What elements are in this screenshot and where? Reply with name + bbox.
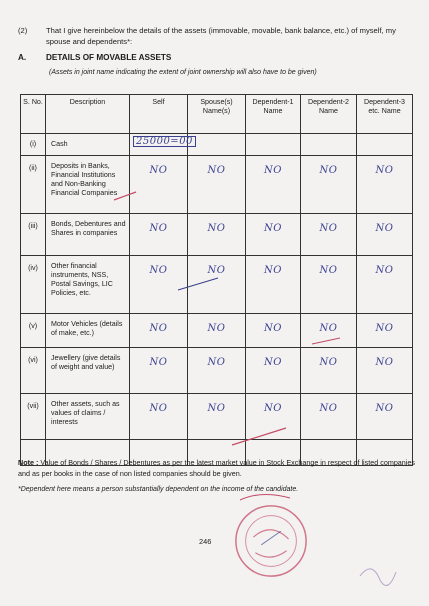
table-row bbox=[21, 134, 413, 156]
cell-dependent-3 bbox=[357, 214, 413, 256]
handwritten-entry: NO bbox=[149, 403, 168, 414]
note-text: Value of Bonds / Shares / Debentures as per the latest market value in Stock Exchange in respect of listed companies and as per books in the case of non listed companies should be given. bbox=[18, 458, 415, 478]
valuation-note bbox=[18, 458, 418, 479]
cell-dependent-1 bbox=[246, 394, 301, 440]
row-sno: (ii) bbox=[21, 156, 46, 214]
header-description: Description bbox=[46, 95, 130, 134]
table-row bbox=[21, 156, 413, 214]
cell-dependent-1 bbox=[246, 348, 301, 394]
handwritten-entry: NO bbox=[207, 165, 226, 176]
table-header-row bbox=[21, 95, 413, 134]
cell-spouse bbox=[188, 348, 246, 394]
handwritten-entry: NO bbox=[264, 403, 282, 414]
header-self: Self bbox=[130, 95, 188, 134]
handwritten-entry: NO bbox=[375, 403, 394, 414]
handwritten-entry: NO bbox=[207, 223, 226, 234]
section-note: (Assets in joint name indicating the extent of joint ownership will also have to be given) bbox=[49, 69, 317, 76]
cell-dependent-2 bbox=[301, 348, 357, 394]
handwritten-entry: NO bbox=[375, 223, 394, 234]
handwritten-entry: NO bbox=[264, 357, 282, 368]
cell-dependent-2 bbox=[301, 394, 357, 440]
cell-spouse bbox=[188, 134, 246, 156]
handwritten-amount: 25000=00 bbox=[133, 136, 196, 147]
cell-spouse bbox=[188, 256, 246, 314]
table-row bbox=[21, 314, 413, 348]
cell-dependent-3 bbox=[357, 156, 413, 214]
cell-dependent-3 bbox=[357, 314, 413, 348]
row-description: Motor Vehicles (details of make, etc.) bbox=[46, 314, 130, 348]
cell-self bbox=[130, 394, 188, 440]
intro-text: That I give hereinbelow the details of the assets (immovable, movable, bank balance, etc.) of myself, my spouse and dependents*: bbox=[46, 26, 396, 46]
cell-dependent-3 bbox=[357, 256, 413, 314]
dependent-definition: *Dependent here means a person substantially dependent on the income of the candidate. bbox=[18, 486, 299, 493]
header-dependent-3: Dependent-3 etc. Name bbox=[357, 95, 413, 134]
table-row bbox=[21, 214, 413, 256]
section-title: DETAILS OF MOVABLE ASSETS bbox=[46, 53, 172, 62]
handwritten-entry: NO bbox=[375, 165, 394, 176]
handwritten-entry: NO bbox=[264, 223, 282, 234]
cell-dependent-3 bbox=[357, 134, 413, 156]
row-sno: (iii) bbox=[21, 214, 46, 256]
cell-dependent-2 bbox=[301, 314, 357, 348]
cell-dependent-3 bbox=[357, 394, 413, 440]
handwritten-entry: NO bbox=[319, 223, 338, 234]
cell-dependent-1 bbox=[246, 256, 301, 314]
cell-self bbox=[130, 156, 188, 214]
handwritten-entry: NO bbox=[319, 323, 338, 334]
row-sno: (vii) bbox=[21, 394, 46, 440]
handwritten-entry: NO bbox=[375, 265, 394, 276]
cell-spouse bbox=[188, 394, 246, 440]
section-letter: A. bbox=[18, 53, 27, 62]
table-row bbox=[21, 348, 413, 394]
handwritten-entry: NO bbox=[207, 357, 226, 368]
cell-dependent-1 bbox=[246, 134, 301, 156]
cell-spouse bbox=[188, 214, 246, 256]
intro-paragraph bbox=[18, 26, 418, 47]
table-row bbox=[21, 256, 413, 314]
handwritten-entry: NO bbox=[319, 165, 338, 176]
row-description: Jewellery (give details of weight and value) bbox=[46, 348, 130, 394]
header-dependent-2: Dependent-2 Name bbox=[301, 95, 357, 134]
official-seal-stamp bbox=[232, 502, 310, 580]
handwritten-entry: NO bbox=[319, 403, 338, 414]
handwritten-entry: NO bbox=[375, 357, 394, 368]
cell-dependent-2 bbox=[301, 256, 357, 314]
handwritten-entry: NO bbox=[264, 265, 282, 276]
handwritten-entry: NO bbox=[375, 323, 394, 334]
page-number: 246 bbox=[199, 537, 212, 546]
row-sno: (vi) bbox=[21, 348, 46, 394]
row-sno: (v) bbox=[21, 314, 46, 348]
cell-self bbox=[130, 348, 188, 394]
cell-self bbox=[130, 256, 188, 314]
cell-self bbox=[130, 314, 188, 348]
header-dependent-1: Dependent-1 Name bbox=[246, 95, 301, 134]
handwritten-entry: NO bbox=[149, 165, 168, 176]
row-sno: (iv) bbox=[21, 256, 46, 314]
row-description: Other assets, such as values of claims / interests bbox=[46, 394, 130, 440]
row-sno: (i) bbox=[21, 134, 46, 156]
handwritten-entry: NO bbox=[149, 265, 168, 276]
cell-dependent-1 bbox=[246, 214, 301, 256]
handwritten-entry: NO bbox=[207, 265, 226, 276]
handwritten-entry: NO bbox=[319, 357, 338, 368]
handwritten-entry: NO bbox=[149, 223, 168, 234]
row-description: Bonds, Debentures and Shares in companies bbox=[46, 214, 130, 256]
cell-self bbox=[130, 134, 193, 156]
handwritten-entry: NO bbox=[264, 165, 282, 176]
header-sno: S. No. bbox=[21, 95, 46, 134]
cell-dependent-1 bbox=[246, 314, 301, 348]
cell-dependent-2 bbox=[301, 214, 357, 256]
header-spouse: Spouse(s) Name(s) bbox=[188, 95, 246, 134]
row-description: Other financial instruments, NSS, Postal Savings, LIC Policies, etc. bbox=[46, 256, 130, 314]
cell-dependent-3 bbox=[357, 348, 413, 394]
handwritten-entry: NO bbox=[149, 323, 168, 334]
handwritten-entry: NO bbox=[207, 323, 226, 334]
handwritten-entry: NO bbox=[319, 265, 338, 276]
cell-self bbox=[130, 214, 188, 256]
row-description: Cash bbox=[46, 134, 130, 156]
handwritten-entry: NO bbox=[149, 357, 168, 368]
cell-spouse bbox=[188, 314, 246, 348]
handwritten-entry: NO bbox=[207, 403, 226, 414]
cell-dependent-2 bbox=[301, 134, 357, 156]
row-description: Deposits in Banks, Financial Institutions and Non-Banking Financial Companies bbox=[46, 156, 130, 214]
table-row bbox=[21, 394, 413, 440]
handwritten-entry: NO bbox=[264, 323, 282, 334]
movable-assets-table bbox=[20, 94, 413, 466]
intro-number: (2) bbox=[18, 26, 28, 35]
cell-dependent-1 bbox=[246, 156, 301, 214]
cell-spouse bbox=[188, 156, 246, 214]
note-label: Note : bbox=[18, 458, 39, 467]
cell-dependent-2 bbox=[301, 156, 357, 214]
